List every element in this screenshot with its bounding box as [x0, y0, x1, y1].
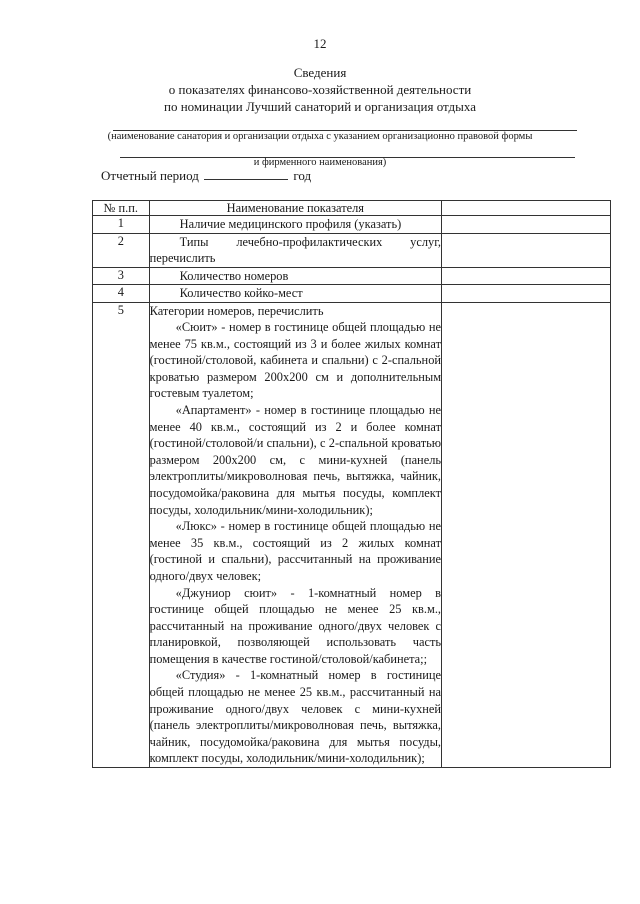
table-row [93, 267, 611, 285]
row-num: 1 [93, 216, 150, 234]
row-name: Количество койко-мест [149, 285, 441, 303]
row-name: Типы лечебно-профилактических услуг, перечислить [149, 234, 442, 265]
row-name-heading: Категории номеров, перечислить [149, 303, 324, 318]
title-line-3: по номинации Лучший санаторий и организация отдыха [164, 99, 476, 114]
header-name: Наименование показателя [149, 201, 441, 216]
row-num: 4 [93, 285, 150, 303]
row-value-cell [442, 267, 611, 285]
row-value-cell [442, 285, 611, 303]
period-label: Отчетный период [101, 168, 199, 183]
period-blank [204, 168, 288, 180]
header-value [442, 201, 611, 216]
row-name [149, 302, 441, 768]
row-value-cell [442, 233, 611, 267]
row-value-cell [442, 216, 611, 234]
category-apartment: «Апартамент» - номер в гостинице площадью не менее 40 кв.м., состоящий из 2 и более комнат (гостиной/столовой/и спальни), с 2-спальной кроватью размером 200х200 см, с мини-кухней (панель электроплиты/микроволновая печь, вытяжка, чайник, посудомойка/раковина для мытья посуды, комплект посуды, холодильник/мини-холодильник); [149, 402, 442, 517]
row-num: 2 [93, 233, 150, 267]
caption-line-1: (наименование санатория и организации отдыха с указанием организационно правовой формы [107, 131, 533, 142]
table-row [93, 216, 611, 234]
row-name: Количество номеров [149, 267, 441, 285]
document-title [0, 64, 640, 115]
header-num: № п.п. [93, 201, 150, 216]
category-lux: «Люкс» - номер в гостинице общей площадью не менее 35 кв.м., состоящий из 2 жилых комнат (гостиной и спальни), рассчитанный на проживание одного/двух человек; [149, 519, 442, 583]
category-junior-suite: «Джуниор сюит» - 1-комнатный номер в гостинице общей площадью не менее 25 кв.м., рассчитанный на проживание одного/двух человек с планировкой, позволяющей использовать часть помещения в качестве гостиной/столовой/кабинета;; [149, 585, 442, 666]
reporting-period [101, 168, 311, 184]
category-studio: «Студия» - 1-комнатный номер в гостинице общей площадью не менее 25 кв.м., рассчитанный на проживание одного/двух человек с мини-кухней (панель электроплиты/микроволновая печь, вытяжка, чайник, посудомойка/раковина для мытья посуды, комплект посуды, холодильник/мини-холодильник); [149, 668, 442, 766]
caption-line-2: и фирменного наименования) [253, 157, 387, 168]
category-suite: «Сюит» - номер в гостинице общей площадью не менее 75 кв.м., состоящий из 3 и более жилых комнат (гостиной/столовой, кабинета и спальни) с 2-спальной кроватью размером 200х200 см и дополнительным гостевым туалетом; [149, 320, 442, 401]
row-name: Наличие медицинского профиля (указать) [149, 216, 441, 234]
title-line-2: о показателях финансово-хозяйственной деятельности [168, 82, 472, 97]
row-num: 5 [93, 302, 150, 768]
row-value-cell [442, 302, 611, 768]
table-row [93, 285, 611, 303]
table-header-row [93, 201, 611, 216]
title-line-1: Сведения [293, 65, 347, 80]
period-suffix: год [293, 168, 312, 183]
row-num: 3 [93, 267, 150, 285]
page-number: 12 [313, 36, 327, 51]
table-row [93, 302, 611, 768]
table-row [93, 233, 611, 267]
indicators-table [92, 200, 611, 768]
